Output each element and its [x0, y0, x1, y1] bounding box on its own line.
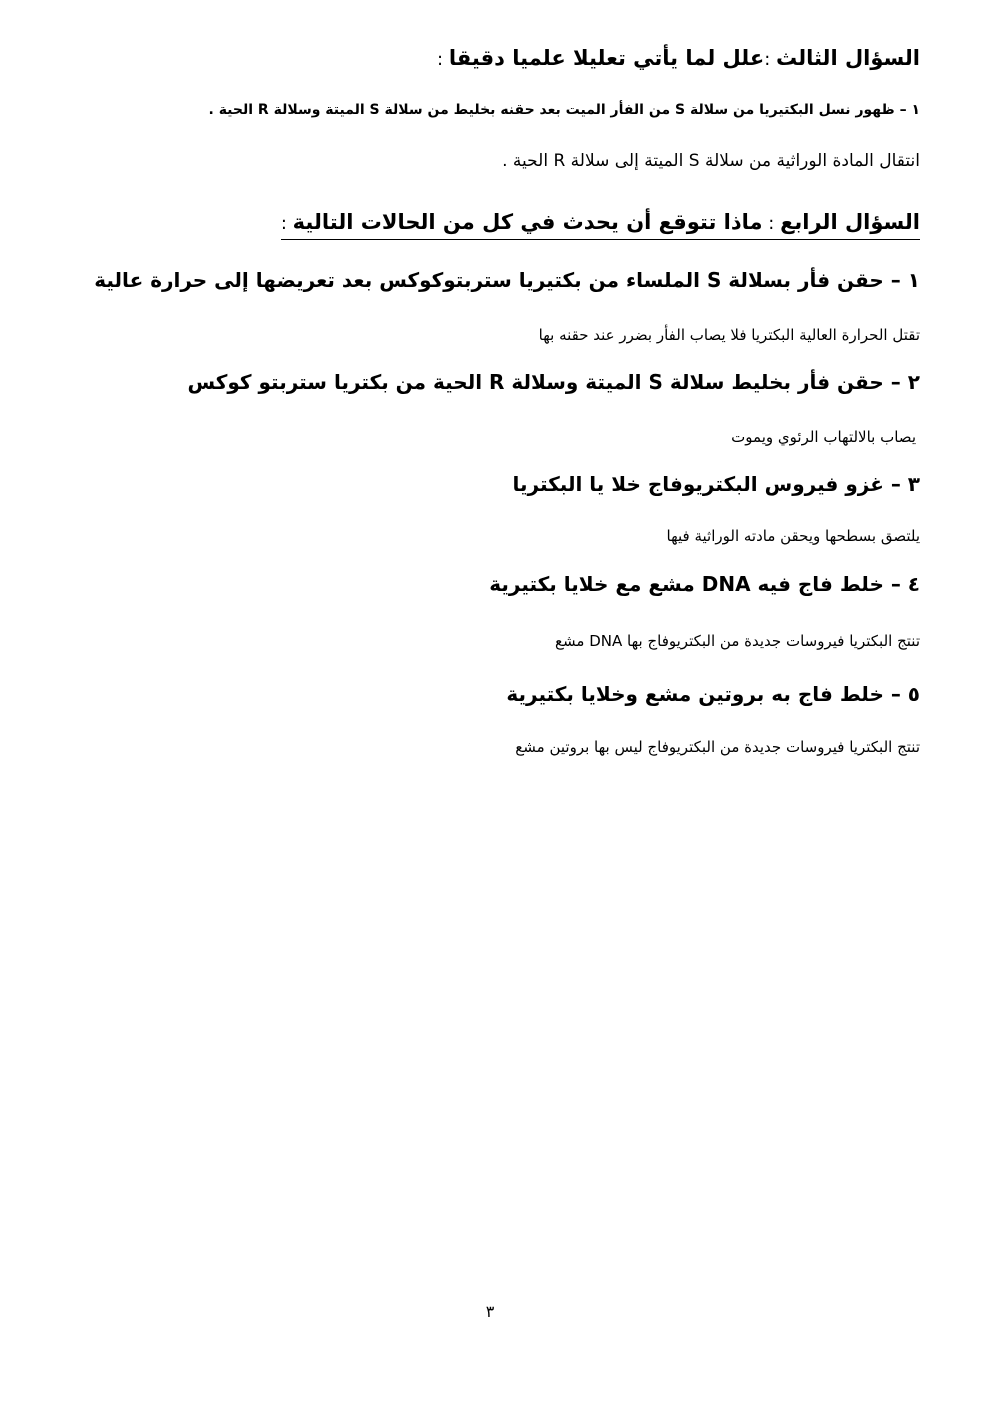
section4-subtitle: ماذا تتوقع أن يحدث في كل من الحالات التالية — [292, 210, 763, 234]
section3-title: السؤال الثالث — [775, 46, 920, 70]
section4-question-5: ٥ – خلط فاج به بروتين مشع وخلايا بكتيرية — [506, 682, 920, 706]
section3-end-colon: : — [437, 49, 449, 70]
section4-colon: : — [762, 213, 781, 234]
section4-answer-2: يصاب بالالتهاب الرئوي ويموت — [731, 428, 916, 446]
section3-question-1: ١ – ظهور نسل البكتيريا من سلالة S من الفأر الميت بعد حقنه بخليط من سلالة S الميتة وسلالة R الحية . — [208, 102, 920, 118]
page-number: ٣ — [485, 1302, 495, 1321]
section4-question-2: ٢ – حقن فأر بخليط سلالة S الميتة وسلالة R الحية من بكتريا ستربتو كوكس — [187, 370, 920, 394]
section3-heading — [437, 46, 920, 71]
section4-question-4: ٤ – خلط فاج فيه DNA مشع مع خلايا بكتيرية — [489, 572, 920, 596]
section4-answer-4: تنتج البكتريا فيروسات جديدة من البكتريوفاج بها DNA مشع — [555, 632, 920, 650]
section3-colon: : — [764, 49, 776, 70]
section4-answer-5: تنتج البكتريا فيروسات جديدة من البكتريوفاج ليس بها بروتين مشع — [515, 738, 920, 756]
section3-answer-1: انتقال المادة الوراثية من سلالة S الميتة إلى سلالة R الحية . — [502, 151, 920, 171]
section4-answer-1: تقتل الحرارة العالية البكتريا فلا يصاب الفأر بضرر عند حقنه بها — [538, 326, 920, 344]
section4-question-1: ١ – حقن فأر بسلالة S الملساء من بكتيريا ستربتوكوكس بعد تعريضها إلى حرارة عالية — [94, 268, 920, 292]
section4-heading — [281, 210, 920, 240]
section4-title: السؤال الرابع — [780, 210, 920, 234]
section4-question-3: ٣ – غزو فيروس البكتريوفاج خلا يا البكتريا — [512, 472, 920, 496]
section3-subtitle: علل لما يأتي تعليلا علميا دقيقا — [448, 46, 765, 70]
section4-end-colon: : — [280, 213, 293, 234]
section4-answer-3: يلتصق بسطحها ويحقن مادته الوراثية فيها — [666, 527, 920, 545]
